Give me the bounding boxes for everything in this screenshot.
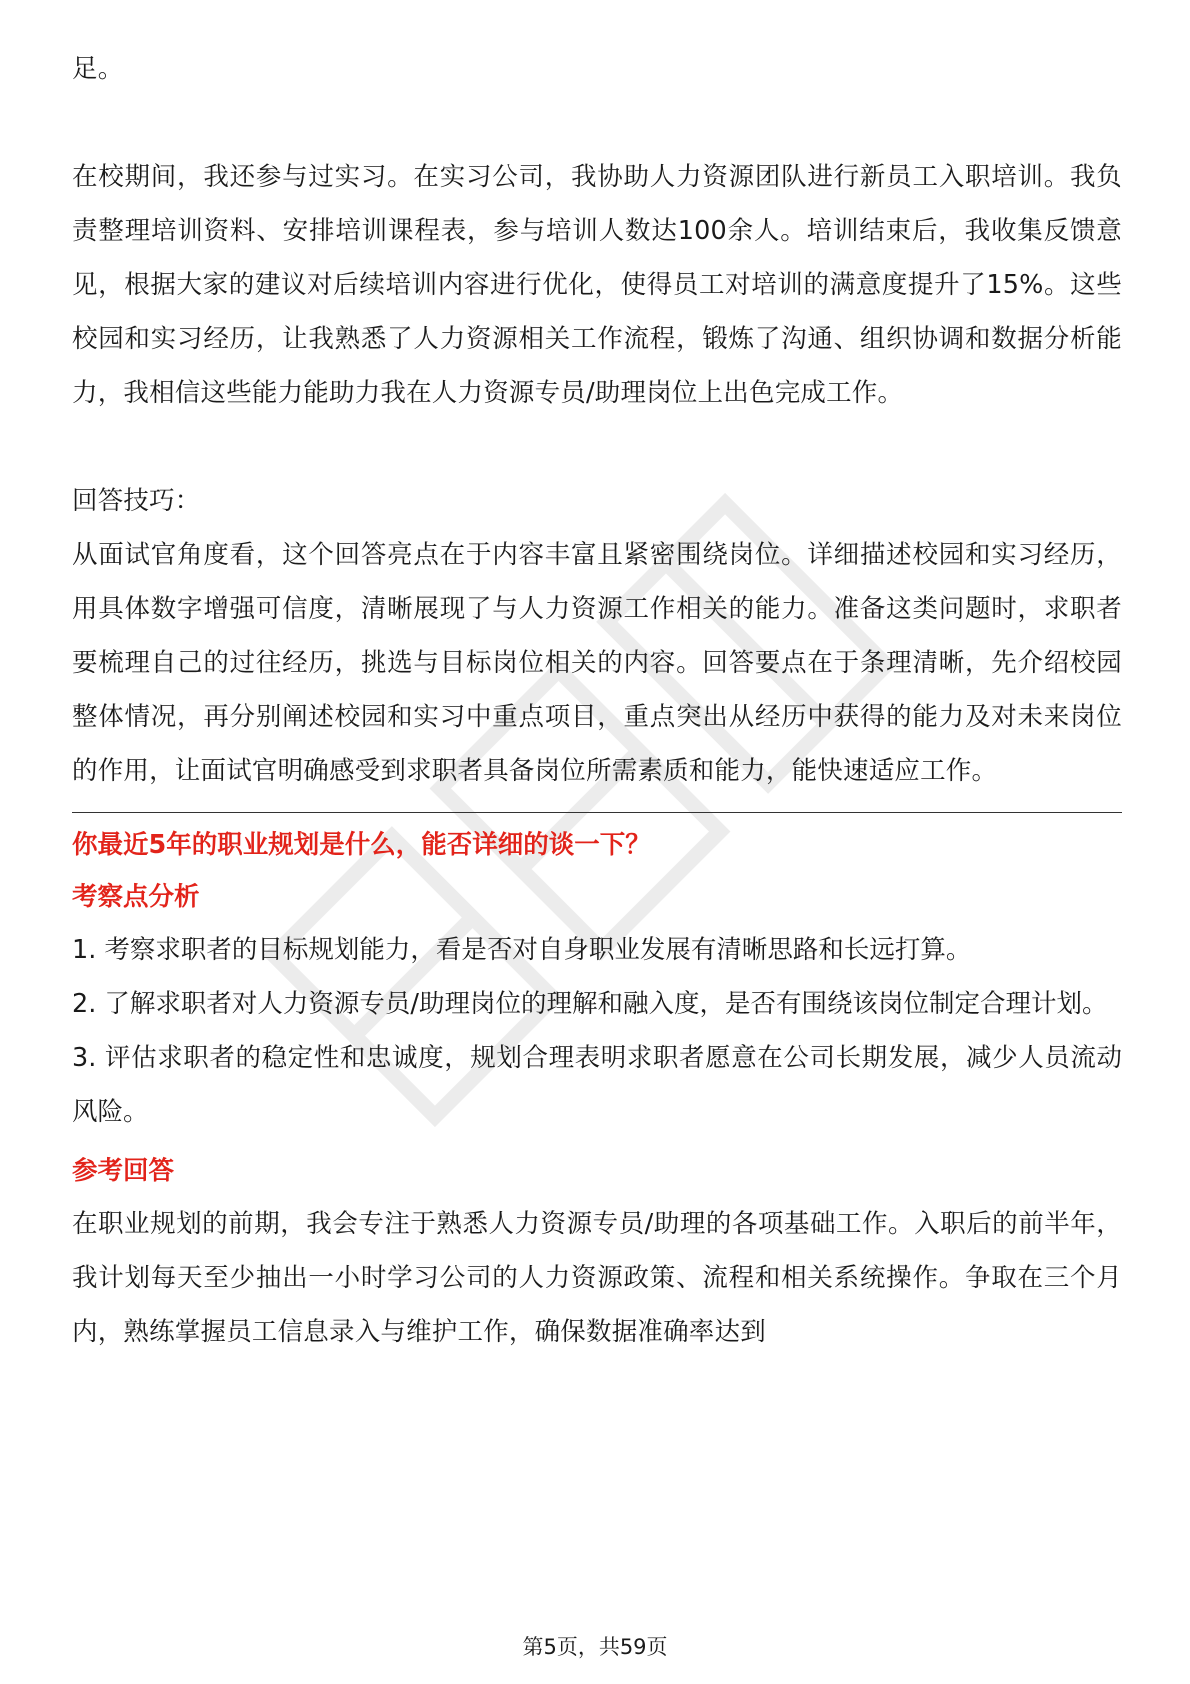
reference-paragraph: 在职业规划的前期，我会专注于熟悉人力资源专员/助理的各项基础工作。入职后的前半年，我计划每天至少抽出一小时学习公司的人力资源政策、流程和相关系统操作。争取在三个月内，熟练掌握员工信息录入与维护工作，确保数据准确率达到 — [72, 1209, 1122, 1347]
main-content — [72, 42, 1122, 1359]
tips-label: 回答技巧： — [72, 486, 201, 516]
list-item: 3. 评估求职者的稳定性和忠诚度，规划合理表明求职者愿意在公司长期发展，减少人员流动风险。 — [72, 1043, 1122, 1127]
list-item: 2. 了解求职者对人力资源专员/助理岗位的理解和融入度，是否有围绕该岗位制定合理计划。 — [72, 989, 1108, 1019]
analysis-list — [72, 923, 1122, 1139]
analysis-heading: 考察点分析 — [72, 882, 200, 912]
question-heading: 你最近5年的职业规划是什么，能否详细的谈一下？ — [72, 830, 651, 860]
reference-heading: 参考回答 — [72, 1156, 175, 1186]
tips-paragraph: 从面试官角度看，这个回答亮点在于内容丰富且紧密围绕岗位。详细描述校园和实习经历，用具体数字增强可信度，清晰展现了与人力资源工作相关的能力。准备这类问题时，求职者要梳理自己的过往经历，挑选与目标岗位相关的内容。回答要点在于条理清晰，先介绍校园整体情况，再分别阐述校园和实习中重点项目，重点突出从经历中获得的能力及对未来岗位的作用，让面试官明确感受到求职者具备岗位所需素质和能力，能快速适应工作。 — [72, 540, 1122, 786]
page-number: 第5页，共59页 — [522, 1635, 668, 1659]
campus-intern-paragraph: 在校期间，我还参与过实习。在实习公司，我协助人力资源团队进行新员工入职培训。我负责整理培训资料、安排培训课程表，参与培训人数达100余人。培训结束后，我收集反馈意见，根据大家的建议对后续培训内容进行优化，使得员工对培训的满意度提升了15%。这些校园和实习经历，让我熟悉了人力资源相关工作流程，锻炼了沟通、组织协调和数据分析能力，我相信这些能力能助力我在人力资源专员/助理岗位上出色完成工作。 — [72, 162, 1122, 408]
continuation-text: 足。 — [72, 54, 124, 84]
section-divider — [72, 812, 1122, 813]
list-item: 1. 考察求职者的目标规划能力，看是否对自身职业发展有清晰思路和长远打算。 — [72, 935, 972, 965]
